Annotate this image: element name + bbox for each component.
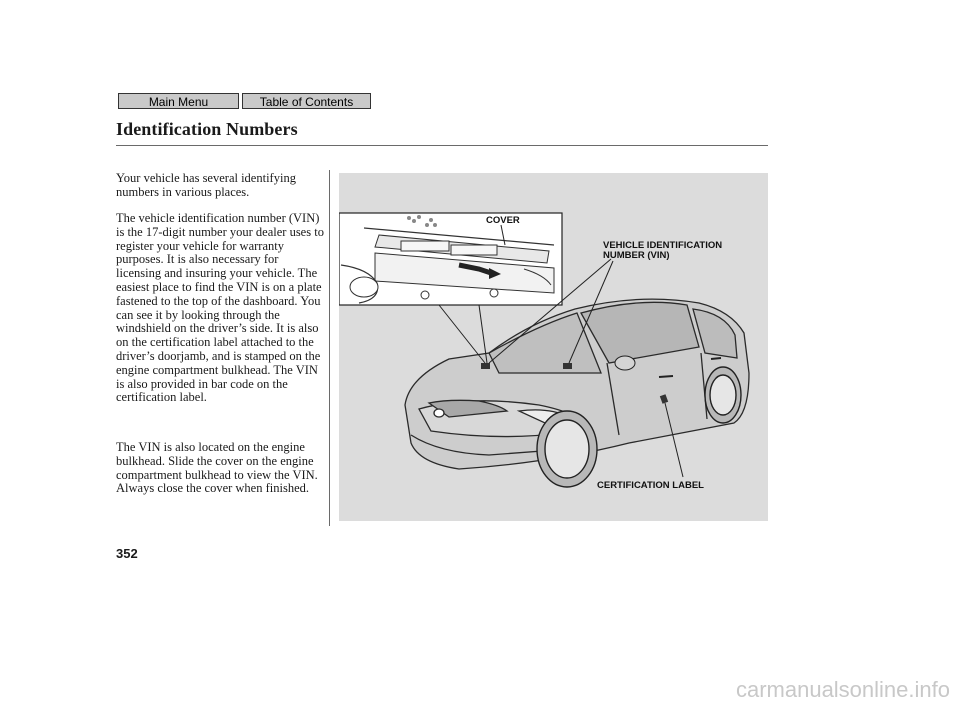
main-menu-button[interactable]: Main Menu (118, 93, 239, 109)
watermark-text: carmanualsonline.info (735, 677, 950, 702)
bulkhead-paragraph: The VIN is also located on the engine bulkhead. Slide the cover on the engine compartment bulkhead to view the VIN. Always close the cover when finished. (116, 440, 318, 496)
car-drawing (339, 173, 768, 521)
intro-paragraph: Your vehicle has several identifying numbers in various places. (116, 171, 296, 199)
table-of-contents-button[interactable]: Table of Contents (242, 93, 371, 109)
column-divider (329, 170, 330, 526)
page-title: Identification Numbers (116, 119, 298, 139)
vin-label-line2: NUMBER (VIN) (603, 250, 670, 261)
cover-label: COVER (486, 215, 520, 226)
page-number: 352 (116, 546, 138, 561)
vehicle-illustration (339, 173, 768, 521)
title-divider (116, 145, 768, 146)
inset-bulkhead-detail (339, 213, 562, 305)
vin-paragraph: The vehicle identification number (VIN) is the 17-digit number your dealer uses to register your vehicle for warranty purposes. It is also necessary for licensing and insuring your vehicle. The easiest place to find the VIN is on a plate fastened to the top of the dashboard. You can see it by looking through the windshield on the driver’s side. It is also on the certification label attached to the driver’s doorjamb, and is stamped on the engine compartment bulkhead. The VIN is also provided in bar code on the certification label. (116, 211, 324, 405)
certification-label-caption: CERTIFICATION LABEL (597, 480, 704, 491)
vin-label-line1: VEHICLE IDENTIFICATION (603, 240, 723, 251)
